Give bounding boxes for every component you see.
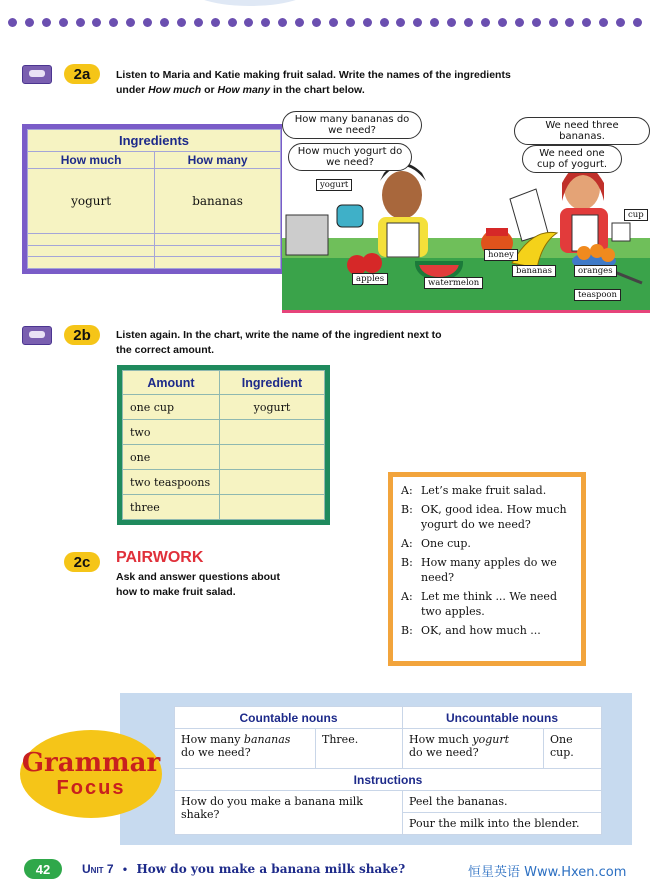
grammar-question: How do you make a banana milk shake? [175,791,403,835]
bullet: • [122,862,128,876]
lesson-title: How do you make a banana milk shake? [136,862,406,876]
border-dot [261,18,270,27]
table-cell[interactable]: yogurt [28,169,155,234]
grammar-focus-badge [20,730,162,818]
table-cell[interactable] [155,245,281,257]
border-dot [109,18,118,27]
dotted-border [0,18,650,32]
badge-title: Grammar [21,747,161,778]
food-label: oranges [574,265,617,277]
table-cell[interactable] [219,445,324,470]
column-header: Amount [123,371,220,395]
border-dot [396,18,405,27]
grammar-step: Pour the milk into the blender. [403,813,602,835]
table-cell[interactable] [219,495,324,520]
exercise-number: 2c [64,552,100,572]
speech-bubble: How many bananas do we need? [282,111,422,139]
instruction-line: Ask and answer questions about [116,571,280,583]
table-cell[interactable]: bananas [155,169,281,234]
exercise-number: 2b [64,325,100,345]
border-dot [160,18,169,27]
pairwork-title: PAIRWORK [116,549,204,566]
border-dot [92,18,101,27]
table-cell: two teaspoons [123,470,220,495]
instruction-line: under How much or How many in the chart below. [116,84,365,96]
border-dot [194,18,203,27]
border-dot [633,18,642,27]
instruction-line: the correct amount. [116,344,215,356]
table-cell[interactable] [219,420,324,445]
grammar-answer: One cup. [544,729,602,769]
column-header: Uncountable nouns [403,707,602,729]
border-dot [430,18,439,27]
food-label: watermelon [424,277,483,289]
kitchen-illustration [282,103,650,313]
footer-title [82,862,405,876]
border-dot [76,18,85,27]
table-cell: two [123,420,220,445]
food-label: teaspoon [574,289,621,301]
table-cell[interactable] [155,234,281,246]
exercise-instruction [116,328,616,358]
border-dot [25,18,34,27]
table-cell[interactable] [28,257,155,269]
column-header: Instructions [175,769,602,791]
border-dot [278,18,287,27]
column-header: How much [28,152,155,169]
dialog-line: B: How many apples do we need? [401,556,557,584]
border-dot [312,18,321,27]
border-dot [447,18,456,27]
exercise-instruction [116,68,646,98]
food-label: apples [352,273,388,285]
border-dot [8,18,17,27]
dialog-box [388,472,586,666]
table-cell[interactable] [28,245,155,257]
speech-bubble: We need three bananas. [514,117,650,145]
border-dot [244,18,253,27]
border-dot [346,18,355,27]
table-cell[interactable] [28,234,155,246]
instruction-line: Listen to Maria and Katie making fruit salad. Write the names of the ingredients [116,69,511,81]
amount-chart [117,365,330,525]
ingredients-chart [22,124,286,274]
dialog-line: A: Let’s make fruit salad. [401,484,547,497]
dialog-line: B: OK, and how much ... [401,624,541,637]
page-number: 42 [24,859,62,879]
border-dot [363,18,372,27]
border-dot [126,18,135,27]
exercise-instruction [116,570,356,600]
dialog-line: A: One cup. [401,537,471,550]
border-dot [143,18,152,27]
border-dot [549,18,558,27]
border-dot [481,18,490,27]
table-cell: three [123,495,220,520]
speech-bubble: We need one cup of yogurt. [522,145,622,173]
food-label: honey [484,249,518,261]
food-label: yogurt [316,179,352,191]
table-cell: one [123,445,220,470]
border-dot [177,18,186,27]
grammar-answer: Three. [316,729,403,769]
table-cell[interactable] [219,470,324,495]
border-dot [211,18,220,27]
exercise-number: 2a [64,64,100,84]
border-dot [42,18,51,27]
column-header: Countable nouns [175,707,403,729]
badge-subtitle: Focus [56,776,126,799]
border-dot [228,18,237,27]
border-dot [464,18,473,27]
top-decoration [190,0,310,6]
food-label: bananas [512,265,556,277]
column-header: Ingredient [219,371,324,395]
table-cell[interactable] [155,257,281,269]
grammar-table [174,706,602,835]
border-dot [532,18,541,27]
border-dot [413,18,422,27]
instruction-line: how to make fruit salad. [116,586,236,598]
cassette-icon [22,65,52,84]
border-dot [565,18,574,27]
page-footer [0,855,650,885]
border-dot [515,18,524,27]
border-dot [582,18,591,27]
grammar-question: How many bananas do we need? [175,729,316,769]
speech-bubble: How much yogurt do we need? [288,143,412,171]
border-dot [498,18,507,27]
watermark: 恒星英语 Www.Hxen.com [468,865,627,880]
column-header: How many [155,152,281,169]
dialog-line: B: OK, good idea. How much yogurt do we need? [401,503,567,531]
table-cell: one cup [123,395,220,420]
dialog-line: A: Let me think ... We need two apples. [401,590,557,618]
border-dot [380,18,389,27]
border-dot [599,18,608,27]
grammar-question: How much yogurt do we need? [403,729,544,769]
border-dot [616,18,625,27]
unit-label: Unit 7 [82,862,114,876]
table-cell[interactable]: yogurt [219,395,324,420]
border-dot [59,18,68,27]
grammar-step: Peel the bananas. [403,791,602,813]
chart-title: Ingredients [28,130,281,152]
food-label: cup [624,209,648,221]
instruction-line: Listen again. In the chart, write the name of the ingredient next to [116,329,442,341]
border-dot [295,18,304,27]
cassette-icon [22,326,52,345]
border-dot [329,18,338,27]
